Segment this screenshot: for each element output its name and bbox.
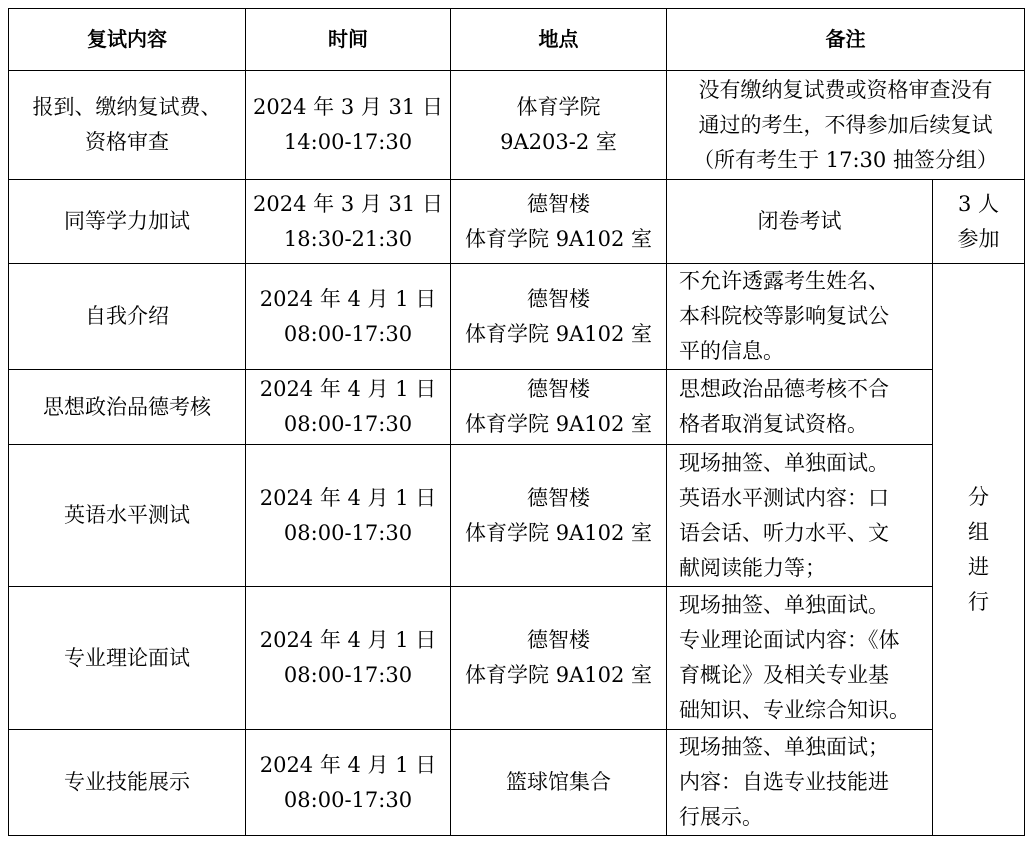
cell-participants: 3 人 参加 xyxy=(933,180,1025,264)
cell-time: 2024 年 3 月 31 日 18:30-21:30 xyxy=(246,180,451,264)
cell-content: 专业理论面试 xyxy=(9,587,246,730)
cell-time: 2024 年 4 月 1 日 08:00-17:30 xyxy=(246,730,451,836)
cell-remarks: 现场抽签、单独面试。 英语水平测试内容：口 语会话、听力水平、文 献阅读能力等； xyxy=(667,445,933,587)
cell-location: 德智楼 体育学院 9A102 室 xyxy=(451,370,667,445)
retest-schedule-table xyxy=(8,8,1025,836)
table-row xyxy=(9,264,1025,370)
cell-location: 德智楼 体育学院 9A102 室 xyxy=(451,180,667,264)
cell-time: 2024 年 4 月 1 日 08:00-17:30 xyxy=(246,587,451,730)
table-row xyxy=(9,730,1025,836)
header-remarks: 备注 xyxy=(667,9,1025,71)
table-row xyxy=(9,587,1025,730)
table-row xyxy=(9,370,1025,445)
cell-time: 2024 年 4 月 1 日 08:00-17:30 xyxy=(246,370,451,445)
cell-location: 德智楼 体育学院 9A102 室 xyxy=(451,264,667,370)
cell-group-note: 分 组 进 行 xyxy=(933,264,1025,836)
cell-location: 德智楼 体育学院 9A102 室 xyxy=(451,445,667,587)
cell-content: 自我介绍 xyxy=(9,264,246,370)
header-time: 时间 xyxy=(246,9,451,71)
cell-content: 报到、缴纳复试费、 资格审查 xyxy=(9,71,246,180)
cell-time: 2024 年 3 月 31 日 14:00-17:30 xyxy=(246,71,451,180)
header-content: 复试内容 xyxy=(9,9,246,71)
cell-content: 英语水平测试 xyxy=(9,445,246,587)
cell-remarks: 现场抽签、单独面试； 内容：自选专业技能进 行展示。 xyxy=(667,730,933,836)
cell-remarks: 思想政治品德考核不合 格者取消复试资格。 xyxy=(667,370,933,445)
cell-remarks: 闭卷考试 xyxy=(667,180,933,264)
header-location: 地点 xyxy=(451,9,667,71)
table-row xyxy=(9,71,1025,180)
table-header-row xyxy=(9,9,1025,71)
cell-time: 2024 年 4 月 1 日 08:00-17:30 xyxy=(246,264,451,370)
cell-time: 2024 年 4 月 1 日 08:00-17:30 xyxy=(246,445,451,587)
cell-content: 同等学力加试 xyxy=(9,180,246,264)
table-row xyxy=(9,180,1025,264)
cell-content: 思想政治品德考核 xyxy=(9,370,246,445)
cell-remarks: 不允许透露考生姓名、 本科院校等影响复试公 平的信息。 xyxy=(667,264,933,370)
cell-remarks: 现场抽签、单独面试。 专业理论面试内容：《体 育概论》及相关专业基 础知识、专业综合知识。 xyxy=(667,587,933,730)
table-row xyxy=(9,445,1025,587)
cell-remarks: 没有缴纳复试费或资格审查没有 通过的考生，不得参加后续复试 （所有考生于 17:30 抽签分组） xyxy=(667,71,1025,180)
cell-location: 德智楼 体育学院 9A102 室 xyxy=(451,587,667,730)
cell-location: 体育学院 9A203-2 室 xyxy=(451,71,667,180)
cell-location: 篮球馆集合 xyxy=(451,730,667,836)
cell-content: 专业技能展示 xyxy=(9,730,246,836)
